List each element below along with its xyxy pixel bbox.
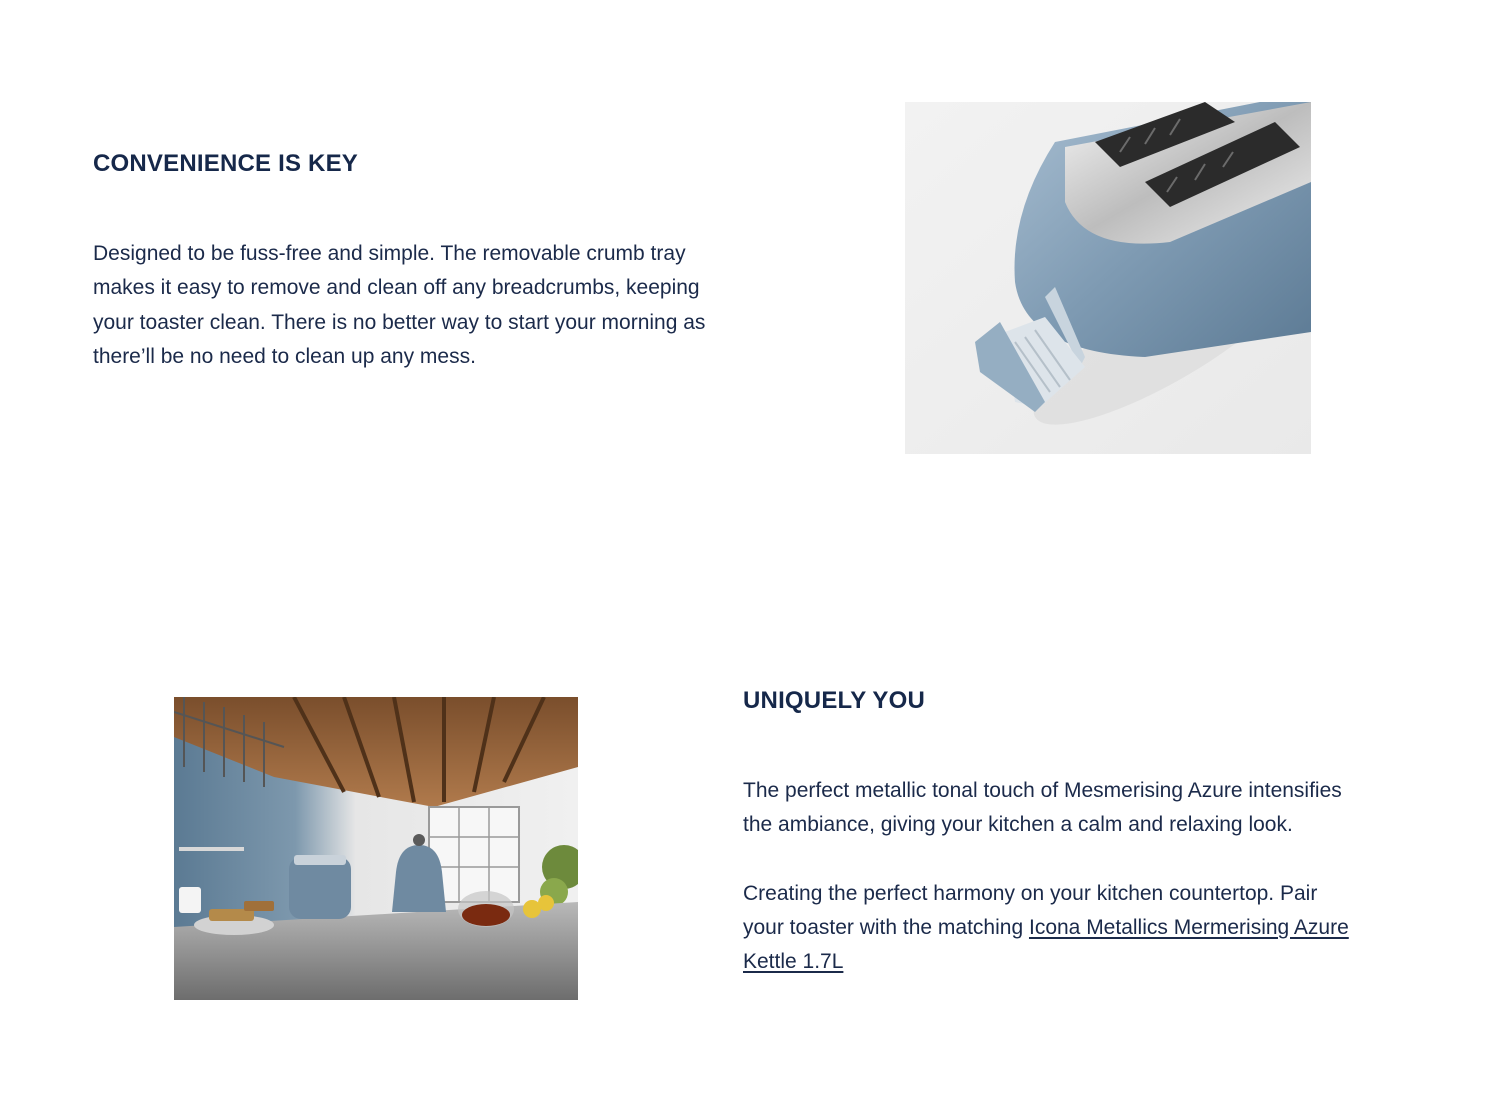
kitchen-scene-image <box>174 697 578 1000</box>
section-paragraph: Designed to be fuss-free and simple. The removable crumb tray makes it easy to remove and clean off any breadcrumbs, keeping your toaster clean. There is no better way to start your morning as there’ll be no need to clean up any mess. <box>93 242 706 368</box>
kettle-product-link[interactable]: Icona Metallics Mermerising Azure Kettle 1.7L <box>743 915 1349 974</box>
section-paragraph: The perfect metallic tonal touch of Mesmerising Azure intensifies the ambiance, giving your kitchen a calm and relaxing look. <box>743 779 1342 837</box>
section-body-text <box>743 774 1353 979</box>
section-heading: CONVENIENCE IS KEY <box>93 150 358 177</box>
section-body-text <box>93 237 718 374</box>
toaster-crumb-tray-image <box>905 102 1311 454</box>
section-heading: UNIQUELY YOU <box>743 687 926 714</box>
section-paragraph <box>743 877 1353 980</box>
paragraph-text: Creating the perfect harmony on your kitchen countertop. Pair your toaster with the matching <box>743 881 1318 939</box>
